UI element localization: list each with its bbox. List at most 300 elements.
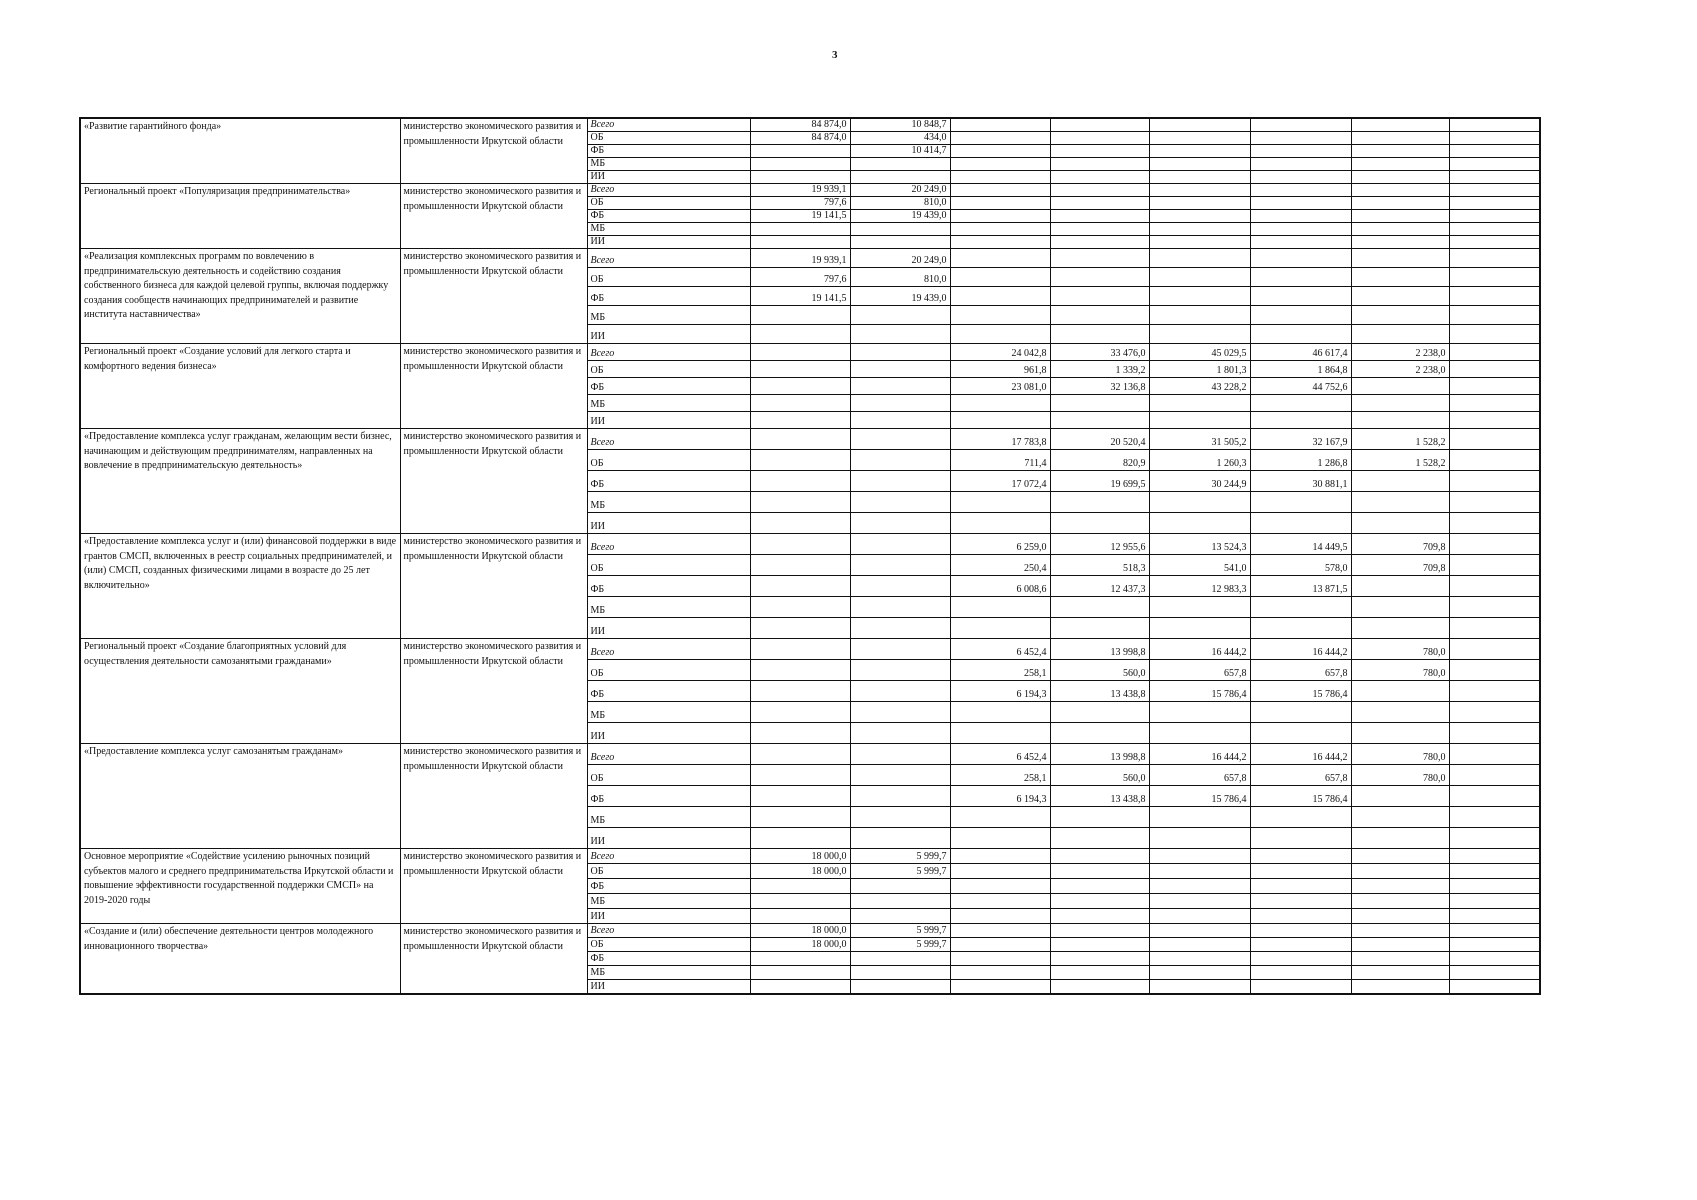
amount-cell [1050, 849, 1149, 864]
amount-cell: 5 999,7 [850, 924, 950, 938]
amount-cell [950, 807, 1050, 828]
amount-cell [1449, 412, 1540, 429]
amount-cell [1449, 576, 1540, 597]
amount-cell [1351, 879, 1449, 894]
amount-cell [850, 471, 950, 492]
amount-cell: 657,8 [1250, 660, 1351, 681]
amount-cell: 19 439,0 [850, 210, 950, 223]
amount-cell [1050, 909, 1149, 924]
amount-cell [950, 909, 1050, 924]
amount-cell: 780,0 [1351, 744, 1449, 765]
amount-cell: 13 998,8 [1050, 639, 1149, 660]
amount-cell [750, 378, 850, 395]
amount-cell [1050, 879, 1149, 894]
amount-cell [1449, 534, 1540, 555]
amount-cell [1149, 268, 1250, 287]
amount-cell [1449, 197, 1540, 210]
amount-cell [1149, 723, 1250, 744]
amount-cell [950, 980, 1050, 994]
amount-cell [1050, 938, 1149, 952]
amount-cell [1351, 894, 1449, 909]
amount-cell [750, 325, 850, 344]
amount-cell [1250, 966, 1351, 980]
amount-cell [950, 395, 1050, 412]
amount-cell [850, 966, 950, 980]
funding-source-code: Всего [587, 924, 750, 938]
funding-source-code: Всего [587, 429, 750, 450]
amount-cell: 45 029,5 [1149, 344, 1250, 361]
amount-cell: 1 528,2 [1351, 450, 1449, 471]
activity-name: «Создание и (или) обеспечение деятельности центров молодежного инновационного творчества» [80, 924, 400, 994]
amount-cell [1250, 287, 1351, 306]
amount-cell [1351, 171, 1449, 184]
amount-cell: 560,0 [1050, 660, 1149, 681]
amount-cell [1149, 223, 1250, 236]
amount-cell [1050, 268, 1149, 287]
amount-cell: 1 260,3 [1149, 450, 1250, 471]
page-number: 3 [832, 49, 838, 61]
funding-source-code: ИИ [587, 980, 750, 994]
amount-cell [950, 702, 1050, 723]
amount-cell [1449, 894, 1540, 909]
amount-cell [1449, 597, 1540, 618]
amount-cell [1351, 938, 1449, 952]
amount-cell: 84 874,0 [750, 118, 850, 132]
amount-cell [1449, 471, 1540, 492]
funding-source-code: ФБ [587, 287, 750, 306]
amount-cell [1351, 980, 1449, 994]
amount-cell [750, 786, 850, 807]
amount-cell [1250, 513, 1351, 534]
amount-cell [1050, 597, 1149, 618]
funding-source-code: ФБ [587, 145, 750, 158]
funding-source-code: МБ [587, 894, 750, 909]
amount-cell [750, 171, 850, 184]
funding-source-code: ФБ [587, 210, 750, 223]
amount-cell [1149, 828, 1250, 849]
amount-cell [850, 894, 950, 909]
amount-cell: 14 449,5 [1250, 534, 1351, 555]
amount-cell [850, 361, 950, 378]
amount-cell: 6 194,3 [950, 786, 1050, 807]
amount-cell [1149, 879, 1250, 894]
amount-cell [1351, 828, 1449, 849]
amount-cell [850, 909, 950, 924]
amount-cell [1149, 184, 1250, 197]
amount-cell [1050, 492, 1149, 513]
funding-source-code: ОБ [587, 938, 750, 952]
amount-cell: 434,0 [850, 132, 950, 145]
amount-cell [750, 361, 850, 378]
amount-cell [750, 395, 850, 412]
amount-cell [950, 223, 1050, 236]
funding-source-code: ОБ [587, 660, 750, 681]
amount-cell [1351, 681, 1449, 702]
amount-cell [1351, 618, 1449, 639]
amount-cell [1351, 966, 1449, 980]
amount-cell [750, 807, 850, 828]
amount-cell [850, 765, 950, 786]
amount-cell: 15 786,4 [1149, 681, 1250, 702]
amount-cell [1050, 412, 1149, 429]
funding-source-code: ФБ [587, 786, 750, 807]
funding-source-code: МБ [587, 158, 750, 171]
amount-cell [1351, 118, 1449, 132]
amount-cell: 10 848,7 [850, 118, 950, 132]
amount-cell: 258,1 [950, 765, 1050, 786]
amount-cell [1449, 236, 1540, 249]
amount-cell [750, 660, 850, 681]
amount-cell: 6 259,0 [950, 534, 1050, 555]
executor-name: министерство экономического развития и промышленности Иркутской области [400, 639, 587, 744]
amount-cell [950, 849, 1050, 864]
amount-cell [1351, 513, 1449, 534]
amount-cell [950, 966, 1050, 980]
amount-cell [750, 471, 850, 492]
amount-cell [1050, 158, 1149, 171]
amount-cell [1250, 909, 1351, 924]
amount-cell: 657,8 [1149, 765, 1250, 786]
amount-cell [1449, 268, 1540, 287]
amount-cell [1250, 132, 1351, 145]
amount-cell [1050, 924, 1149, 938]
funding-source-code: ИИ [587, 618, 750, 639]
amount-cell [1449, 966, 1540, 980]
executor-name: министерство экономического развития и промышленности Иркутской области [400, 249, 587, 344]
amount-cell [1050, 513, 1149, 534]
amount-cell [850, 597, 950, 618]
amount-cell: 15 786,4 [1250, 786, 1351, 807]
amount-cell [850, 786, 950, 807]
amount-cell: 15 786,4 [1250, 681, 1351, 702]
amount-cell: 711,4 [950, 450, 1050, 471]
amount-cell [1050, 325, 1149, 344]
amount-cell [850, 744, 950, 765]
amount-cell: 657,8 [1149, 660, 1250, 681]
amount-cell [1351, 807, 1449, 828]
amount-cell [750, 236, 850, 249]
amount-cell: 23 081,0 [950, 378, 1050, 395]
amount-cell [1149, 966, 1250, 980]
amount-cell [1250, 879, 1351, 894]
amount-cell [850, 306, 950, 325]
amount-cell [750, 765, 850, 786]
amount-cell [750, 702, 850, 723]
amount-cell [1250, 171, 1351, 184]
amount-cell [1449, 223, 1540, 236]
amount-cell [1149, 236, 1250, 249]
funding-source-code: ОБ [587, 132, 750, 145]
amount-cell [1250, 412, 1351, 429]
amount-cell [1351, 597, 1449, 618]
amount-cell: 10 414,7 [850, 145, 950, 158]
amount-cell [1449, 702, 1540, 723]
amount-cell [850, 879, 950, 894]
amount-cell: 84 874,0 [750, 132, 850, 145]
amount-cell [850, 723, 950, 744]
amount-cell: 18 000,0 [750, 864, 850, 879]
amount-cell [1149, 145, 1250, 158]
amount-cell [1250, 807, 1351, 828]
amount-cell: 33 476,0 [1050, 344, 1149, 361]
amount-cell [1250, 223, 1351, 236]
amount-cell [1351, 210, 1449, 223]
amount-cell [1250, 618, 1351, 639]
amount-cell [950, 894, 1050, 909]
amount-cell: 6 452,4 [950, 744, 1050, 765]
amount-cell: 18 000,0 [750, 924, 850, 938]
amount-cell [1449, 744, 1540, 765]
amount-cell [750, 412, 850, 429]
amount-cell [1449, 786, 1540, 807]
amount-cell: 20 249,0 [850, 249, 950, 268]
amount-cell [950, 864, 1050, 879]
amount-cell [750, 909, 850, 924]
amount-cell: 13 438,8 [1050, 681, 1149, 702]
amount-cell [950, 618, 1050, 639]
funding-source-code: ИИ [587, 513, 750, 534]
amount-cell [1449, 952, 1540, 966]
activity-name: Региональный проект «Создание условий для легкого старта и комфортного ведения бизнеса» [80, 344, 400, 429]
table-row [80, 744, 1540, 765]
amount-cell: 32 136,8 [1050, 378, 1149, 395]
amount-cell [850, 681, 950, 702]
amount-cell [1351, 236, 1449, 249]
amount-cell [1250, 597, 1351, 618]
table-row [80, 534, 1540, 555]
executor-name: министерство экономического развития и промышленности Иркутской области [400, 849, 587, 924]
amount-cell [950, 236, 1050, 249]
amount-cell: 657,8 [1250, 765, 1351, 786]
amount-cell [850, 171, 950, 184]
amount-cell [1449, 145, 1540, 158]
executor-name: министерство экономического развития и промышленности Иркутской области [400, 344, 587, 429]
amount-cell: 30 244,9 [1149, 471, 1250, 492]
amount-cell [850, 236, 950, 249]
amount-cell: 15 786,4 [1149, 786, 1250, 807]
amount-cell [1351, 412, 1449, 429]
amount-cell [950, 924, 1050, 938]
amount-cell [1149, 118, 1250, 132]
amount-cell [950, 118, 1050, 132]
amount-cell [1050, 966, 1149, 980]
funding-source-code: Всего [587, 184, 750, 197]
table-row [80, 249, 1540, 268]
amount-cell [1149, 132, 1250, 145]
amount-cell [1250, 268, 1351, 287]
amount-cell [750, 744, 850, 765]
amount-cell: 709,8 [1351, 534, 1449, 555]
amount-cell: 1 801,3 [1149, 361, 1250, 378]
amount-cell [1050, 723, 1149, 744]
amount-cell: 19 699,5 [1050, 471, 1149, 492]
amount-cell [1050, 249, 1149, 268]
amount-cell [950, 306, 1050, 325]
amount-cell [1351, 395, 1449, 412]
amount-cell [1149, 513, 1250, 534]
amount-cell [850, 344, 950, 361]
amount-cell [950, 132, 1050, 145]
amount-cell [1250, 924, 1351, 938]
amount-cell [1050, 145, 1149, 158]
amount-cell [1351, 249, 1449, 268]
amount-cell [1250, 702, 1351, 723]
amount-cell: 19 939,1 [750, 184, 850, 197]
table-row [80, 924, 1540, 938]
amount-cell [1449, 980, 1540, 994]
amount-cell: 31 505,2 [1149, 429, 1250, 450]
amount-cell: 43 228,2 [1149, 378, 1250, 395]
table-row [80, 344, 1540, 361]
amount-cell: 709,8 [1351, 555, 1449, 576]
funding-source-code: ФБ [587, 576, 750, 597]
amount-cell: 1 339,2 [1050, 361, 1149, 378]
amount-cell: 20 249,0 [850, 184, 950, 197]
amount-cell [850, 952, 950, 966]
amount-cell [1351, 864, 1449, 879]
table-row [80, 429, 1540, 450]
funding-source-code: МБ [587, 702, 750, 723]
amount-cell [750, 492, 850, 513]
amount-cell [1250, 395, 1351, 412]
amount-cell [1449, 828, 1540, 849]
amount-cell [1050, 618, 1149, 639]
amount-cell [1149, 249, 1250, 268]
amount-cell [950, 210, 1050, 223]
amount-cell: 961,8 [950, 361, 1050, 378]
amount-cell [1351, 909, 1449, 924]
funding-source-code: Всего [587, 744, 750, 765]
amount-cell [1250, 849, 1351, 864]
amount-cell: 518,3 [1050, 555, 1149, 576]
activity-name: Региональный проект «Популяризация предпринимательства» [80, 184, 400, 249]
amount-cell [1149, 924, 1250, 938]
amount-cell [950, 171, 1050, 184]
funding-source-code: ОБ [587, 765, 750, 786]
amount-cell [1250, 723, 1351, 744]
amount-cell [850, 807, 950, 828]
amount-cell: 19 141,5 [750, 210, 850, 223]
activity-name: «Предоставление комплекса услуг самозанятым гражданам» [80, 744, 400, 849]
amount-cell [850, 618, 950, 639]
amount-cell: 797,6 [750, 197, 850, 210]
amount-cell [1149, 618, 1250, 639]
funding-source-code: МБ [587, 597, 750, 618]
amount-cell [1149, 210, 1250, 223]
amount-cell [1351, 924, 1449, 938]
amount-cell: 541,0 [1149, 555, 1250, 576]
amount-cell: 32 167,9 [1250, 429, 1351, 450]
amount-cell [1250, 938, 1351, 952]
activity-name: Основное мероприятие «Содействие усилению рыночных позиций субъектов малого и среднего предпринимательства Иркутской области и повышение эффективности государственной поддержки СМСП» на 2019-2020 годы [80, 849, 400, 924]
amount-cell [1149, 306, 1250, 325]
funding-source-code: Всего [587, 534, 750, 555]
amount-cell [1050, 980, 1149, 994]
amount-cell [1449, 492, 1540, 513]
amount-cell: 16 444,2 [1250, 744, 1351, 765]
amount-cell: 17 072,4 [950, 471, 1050, 492]
amount-cell [950, 249, 1050, 268]
amount-cell: 18 000,0 [750, 938, 850, 952]
amount-cell [1149, 171, 1250, 184]
amount-cell: 19 939,1 [750, 249, 850, 268]
amount-cell [1351, 287, 1449, 306]
executor-name: министерство экономического развития и промышленности Иркутской области [400, 429, 587, 534]
amount-cell [1449, 306, 1540, 325]
amount-cell [1449, 723, 1540, 744]
amount-cell [750, 306, 850, 325]
amount-cell [850, 534, 950, 555]
activity-name: «Развитие гарантийного фонда» [80, 118, 400, 184]
amount-cell [750, 513, 850, 534]
funding-source-code: ОБ [587, 268, 750, 287]
funding-source-code: ОБ [587, 361, 750, 378]
amount-cell [1250, 118, 1351, 132]
amount-cell [1050, 132, 1149, 145]
amount-cell [850, 980, 950, 994]
table-row [80, 849, 1540, 864]
amount-cell [750, 534, 850, 555]
amount-cell: 6 194,3 [950, 681, 1050, 702]
amount-cell: 1 528,2 [1351, 429, 1449, 450]
funding-source-code: Всего [587, 118, 750, 132]
amount-cell [1449, 513, 1540, 534]
amount-cell: 820,9 [1050, 450, 1149, 471]
amount-cell [850, 828, 950, 849]
amount-cell: 12 955,6 [1050, 534, 1149, 555]
amount-cell: 560,0 [1050, 765, 1149, 786]
amount-cell [1351, 306, 1449, 325]
amount-cell [850, 513, 950, 534]
amount-cell [1449, 765, 1540, 786]
amount-cell [950, 492, 1050, 513]
amount-cell [1449, 639, 1540, 660]
amount-cell [1149, 849, 1250, 864]
amount-cell: 258,1 [950, 660, 1050, 681]
amount-cell [750, 639, 850, 660]
amount-cell [1149, 807, 1250, 828]
amount-cell [750, 980, 850, 994]
amount-cell [950, 723, 1050, 744]
amount-cell: 810,0 [850, 268, 950, 287]
amount-cell [1449, 184, 1540, 197]
amount-cell [950, 828, 1050, 849]
funding-source-code: ОБ [587, 197, 750, 210]
amount-cell [1449, 287, 1540, 306]
executor-name: министерство экономического развития и промышленности Иркутской области [400, 534, 587, 639]
amount-cell [1449, 361, 1540, 378]
amount-cell [1449, 879, 1540, 894]
funding-source-code: ФБ [587, 378, 750, 395]
amount-cell [1351, 223, 1449, 236]
amount-cell [850, 492, 950, 513]
amount-cell [1351, 268, 1449, 287]
amount-cell [1250, 249, 1351, 268]
amount-cell [1449, 807, 1540, 828]
amount-cell [1149, 492, 1250, 513]
amount-cell [1351, 132, 1449, 145]
amount-cell [1149, 702, 1250, 723]
amount-cell [1149, 952, 1250, 966]
funding-source-code: МБ [587, 223, 750, 236]
amount-cell [1449, 618, 1540, 639]
amount-cell [1050, 864, 1149, 879]
amount-cell: 13 998,8 [1050, 744, 1149, 765]
table-row [80, 639, 1540, 660]
funding-source-code: ИИ [587, 909, 750, 924]
amount-cell [1250, 894, 1351, 909]
amount-cell [750, 145, 850, 158]
